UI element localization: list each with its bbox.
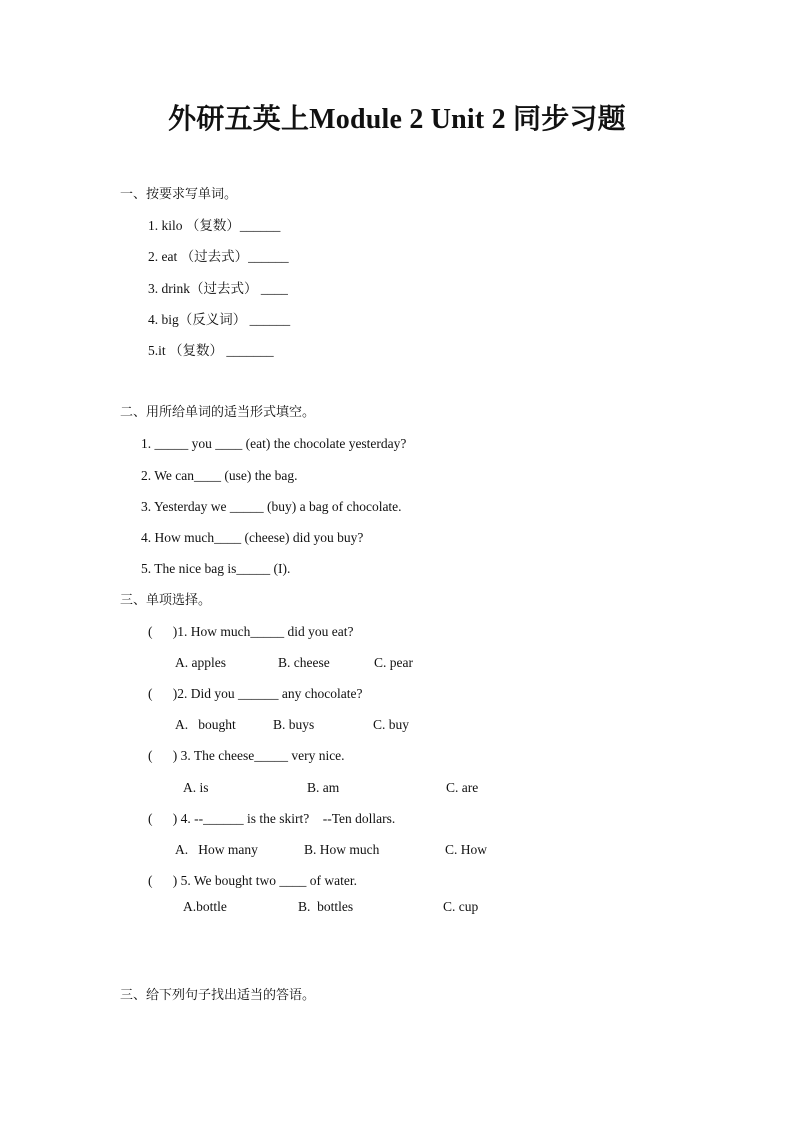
question-3-stem: ( ) 3. The cheese_____ very nice. [148,748,345,763]
question-1-option-b: B. cheese [278,655,330,670]
page-title: 外研五英上Module 2 Unit 2 同步习题 [168,104,626,135]
section-2-item-1: 1. _____ you ____ (eat) the chocolate yesterday? [141,436,407,451]
question-1-option-c: C. pear [374,655,413,670]
section-1-heading: 一、按要求写单词。 [120,187,238,202]
section-4-heading: 三、给下列句子找出适当的答语。 [120,988,316,1003]
question-3-option-b: B. am [307,780,340,795]
question-1-stem: ( )1. How much_____ did you eat? [148,624,354,639]
question-1-option-a: A. apples [175,655,226,670]
section-2-item-3: 3. Yesterday we _____ (buy) a bag of chocolate. [141,499,402,514]
section-2-heading: 二、用所给单词的适当形式填空。 [120,405,316,420]
question-5-stem: ( ) 5. We bought two ____ of water. [148,873,358,888]
question-3-option-c: C. are [446,780,479,795]
section-1-item-3: 3. drink（过去式） ____ [148,281,288,296]
section-1-item-4: 4. big（反义词） ______ [148,312,291,327]
question-4-option-a: A. How many [175,842,258,857]
section-2-item-2: 2. We can____ (use) the bag. [141,468,298,483]
question-5-option-c: C. cup [443,899,479,914]
question-3-option-a: A. is [183,780,209,795]
question-2-option-b: B. buys [273,717,315,732]
question-4-stem: ( ) 4. --______ is the skirt? --Ten dollars. [148,811,396,826]
question-2-option-a: A. bought [175,717,236,732]
question-4-option-b: B. How much [304,842,380,857]
section-2-item-4: 4. How much____ (cheese) did you buy? [141,530,364,545]
question-5-option-a: A.bottle [183,899,227,914]
question-4-option-c: C. How [445,842,488,857]
question-5-option-b: B. bottles [298,899,354,914]
question-2-stem: ( )2. Did you ______ any chocolate? [148,686,363,701]
section-3-heading: 三、单项选择。 [120,593,212,608]
section-1-item-2: 2. eat （过去式）______ [148,249,289,264]
question-2-option-c: C. buy [373,717,410,732]
section-1-item-5: 5.it （复数） _______ [148,343,274,358]
section-2-item-5: 5. The nice bag is_____ (I). [141,561,291,576]
section-1-item-1: 1. kilo （复数）______ [148,218,281,233]
